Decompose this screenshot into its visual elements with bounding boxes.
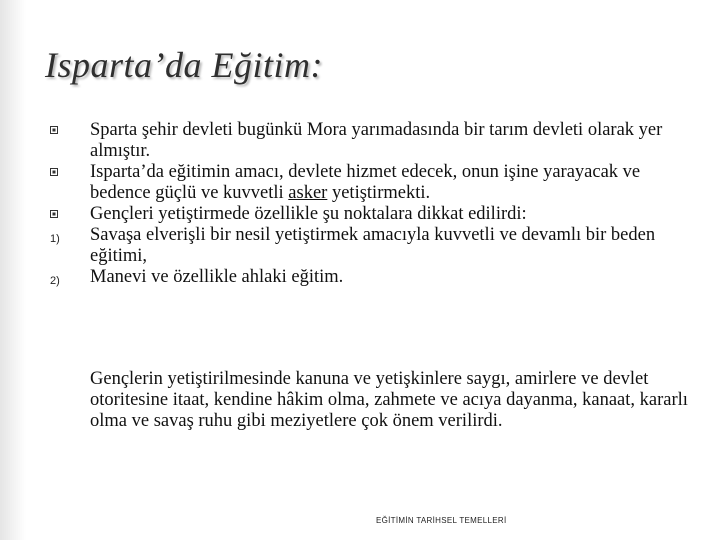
bullet-text-part: Isparta’da eğitimin amacı, devlete hizmet edecek, onun işine yarayacak ve bedence güçlü ve kuvvetli <box>90 162 641 203</box>
list-number: 2) <box>50 275 60 287</box>
slide-footer: EĞİTİMİN TARİHSEL TEMELLERİ <box>376 516 507 525</box>
bullet-item <box>50 162 700 204</box>
numbered-item <box>50 267 700 288</box>
square-bullet-icon <box>50 168 74 177</box>
bullet-text: Sparta şehir devleti bugünkü Mora yarımadasında bir tarım devleti olarak yer almıştır. <box>90 120 663 161</box>
bullet-text-part: yetiştirmekti. <box>327 183 431 203</box>
numbered-text: Manevi ve özellikle ahlaki eğitim. <box>90 267 344 287</box>
bullet-list <box>50 120 700 288</box>
square-bullet-icon <box>50 210 74 219</box>
bullet-item <box>50 120 700 162</box>
bullet-text: Gençleri yetiştirmede özellikle şu noktalara dikkat edilirdi: <box>90 204 527 224</box>
bullet-item <box>50 204 700 225</box>
numbered-item <box>50 225 700 267</box>
list-number: 1) <box>50 233 60 245</box>
bullet-text <box>90 162 640 203</box>
square-bullet-icon <box>50 126 74 135</box>
underlined-word: asker <box>288 183 328 203</box>
numbered-text: Savaşa elverişli bir nesil yetiştirmek amacıyla kuvvetli ve devamlı bir beden eğitimi, <box>90 225 656 266</box>
slide-title: Isparta’da Eğitim: <box>45 45 323 85</box>
body-paragraph: Gençlerin yetiştirilmesinde kanuna ve yetişkinlere saygı, amirlere ve devlet otoritesine itaat, kendine hâkim olma, zahmete ve acıya dayanma, kanaat, kararlı olma ve savaş ruhu gibi meziyetlere çok önem verilirdi. <box>90 369 688 431</box>
slide-edge-shadow <box>0 0 26 540</box>
